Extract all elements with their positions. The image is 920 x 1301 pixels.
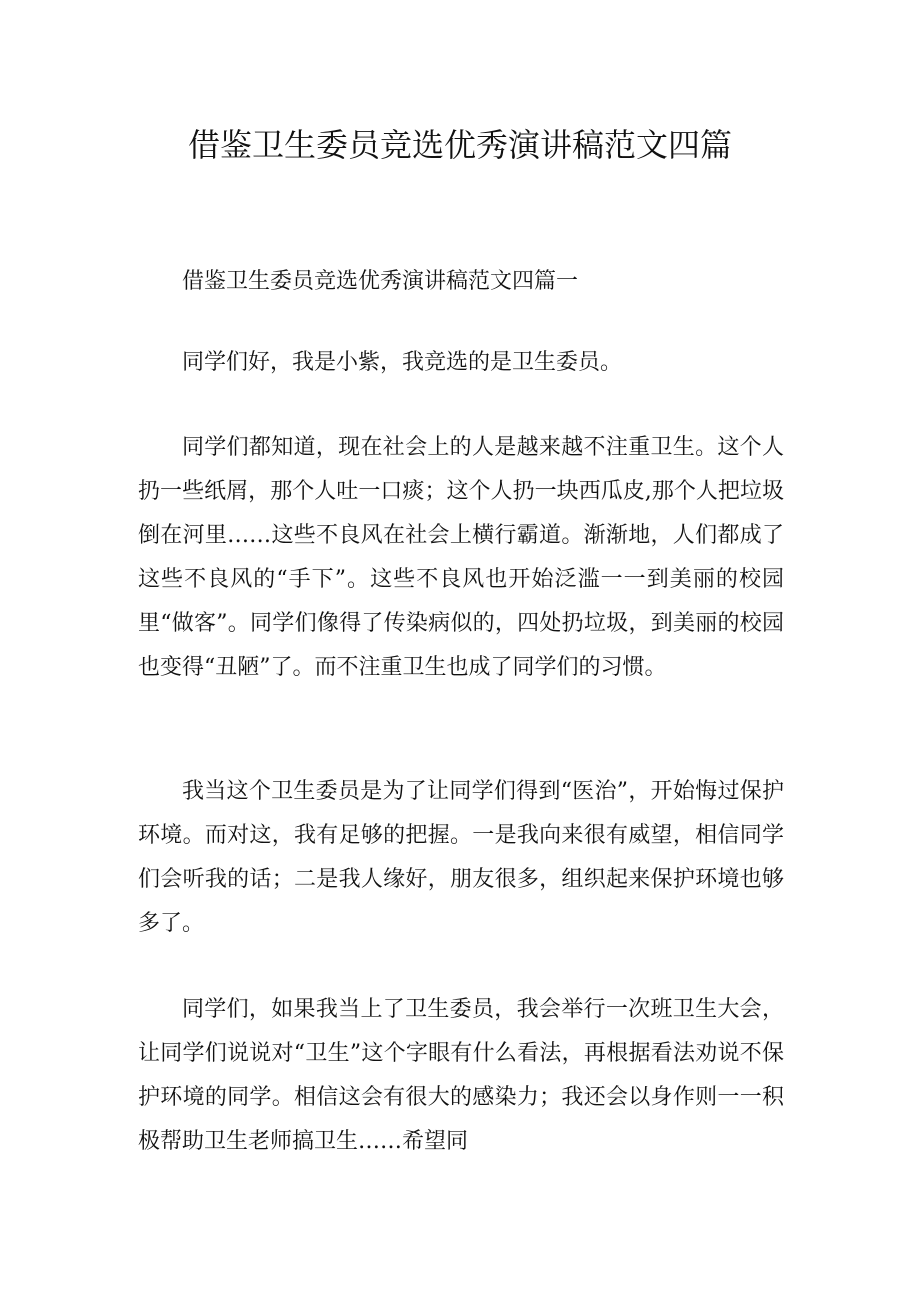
body-paragraph-3 (138, 988, 784, 1164)
body-paragraph-2 (138, 770, 784, 946)
section-heading-text: 借鉴卫生委员竞选优秀演讲稿范文四篇一 (182, 269, 579, 294)
section-heading (138, 260, 784, 304)
body-paragraph-1 (138, 426, 784, 690)
document-title: 借鉴卫生委员竞选优秀演讲稿范文四篇 (187, 126, 732, 164)
paragraph-text: 同学们，如果我当上了卫生委员，我会举行一次班卫生大会，让同学们说说对“卫生”这个字眼有什么看法，再根据看法劝说不保护环境的同学。相信这会有很大的感染力；我还会以身作则一一积极帮助卫生老师搞卫生……希望同 (138, 997, 784, 1154)
greeting-text: 同学们好，我是小紫，我竞选的是卫生委员。 (182, 350, 623, 375)
greeting-paragraph (138, 341, 784, 385)
paragraph-text: 同学们都知道，现在社会上的人是越来越不注重卫生。这个人扔一些纸屑，那个人吐一口痰；这个人扔一块西瓜皮,那个人把垃圾倒在河里……这些不良风在社会上横行霸道。渐渐地，人们都成了这些不良风的“手下”。这些不良风也开始泛滥一一到美丽的校园里“做客”。同学们像得了传染病似的，四处扔垃圾，到美丽的校园也变得“丑陋”了。而不注重卫生也成了同学们的习惯。 (138, 435, 784, 680)
paragraph-text: 我当这个卫生委员是为了让同学们得到“医治”，开始悔过保护环境。而对这，我有足够的把握。一是我向来很有威望，相信同学们会听我的话；二是我人缘好，朋友很多，组织起来保护环境也够多了。 (138, 779, 784, 936)
